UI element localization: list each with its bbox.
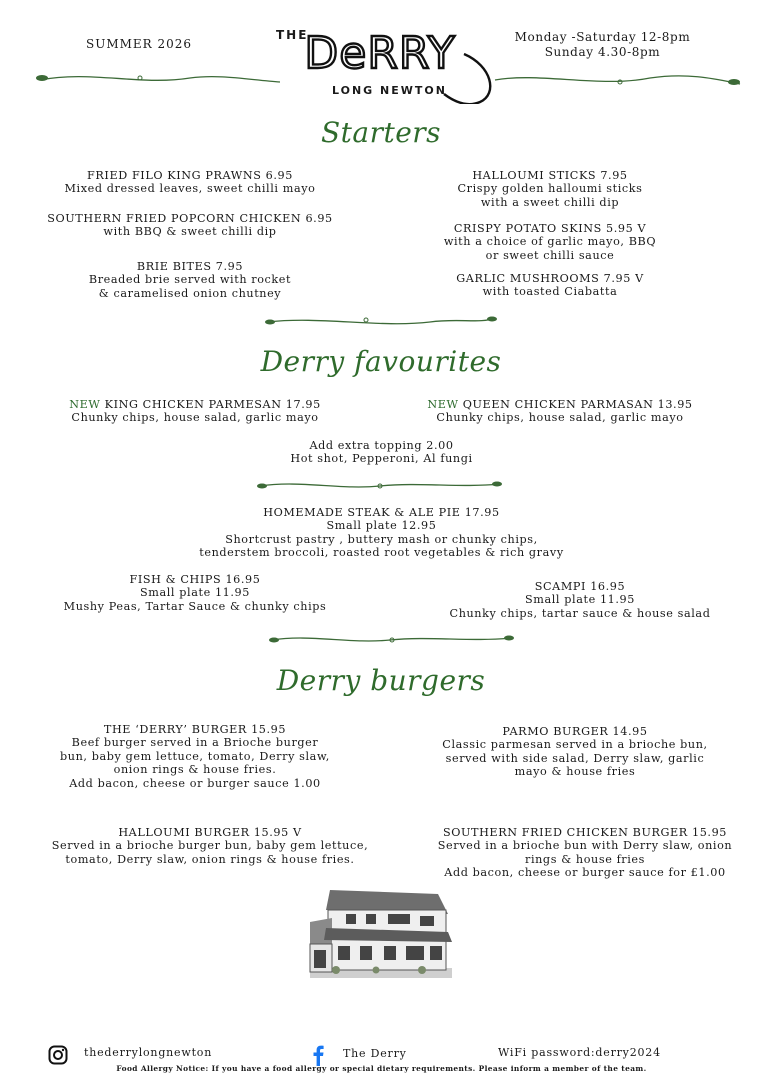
parmo-burger xyxy=(410,725,740,779)
dish-desc: tenderstem broccoli, roasted root vegetables & rich gravy xyxy=(199,546,564,560)
extra-topping xyxy=(230,439,533,466)
season-label: SUMMER 2026 xyxy=(86,37,193,51)
dish-desc: tomato, Derry slaw, onion rings & house fries. xyxy=(65,852,355,866)
header-vine-divider xyxy=(0,62,763,102)
dish-desc: Breaded brie served with rocket xyxy=(88,273,292,287)
dish-desc: Mixed dressed leaves, sweet chilli mayo xyxy=(64,182,316,196)
dish-name: FRIED FILO KING PRAWNS 6.95 xyxy=(87,169,293,182)
dish-small-plate: Small plate 12.95 xyxy=(326,519,437,533)
dish-desc: bun, baby gem lettuce, tomato, Derry slaw, xyxy=(60,749,330,763)
dish-title: QUEEN CHICKEN PARMASAN 13.95 xyxy=(458,398,693,411)
wifi-password: WiFi password:derry2024 xyxy=(498,1046,661,1059)
dish-desc: Classic parmesan served in a brioche bun, xyxy=(442,738,708,752)
dish-name: SOUTHERN FRIED CHICKEN BURGER 15.95 xyxy=(442,826,728,839)
dish-desc: rings & house fries xyxy=(525,852,645,866)
topping-price: Add extra topping 2.00 xyxy=(309,439,454,452)
dish-desc: Served in a brioche bun with Derry slaw, onion xyxy=(437,839,733,853)
dish-desc: Crispy golden halloumi sticks xyxy=(457,182,643,196)
dish-name: GARLIC MUSHROOMS 7.95 V xyxy=(456,272,644,285)
king-chicken-parmesan xyxy=(30,398,360,425)
dish-name: HOMEMADE STEAK & ALE PIE 17.95 xyxy=(263,506,500,519)
logo-place: LONG NEWTON xyxy=(332,84,447,97)
pub-building-illustration xyxy=(306,884,456,984)
logo-wordmark: DeRRY xyxy=(304,28,456,79)
steak-ale-pie xyxy=(150,506,613,560)
dish-title: KING CHICKEN PARMESAN 17.95 xyxy=(100,398,321,411)
favourites-vine-divider xyxy=(0,478,763,498)
dish-desc: Shortcrust pastry , buttery mash or chunky chips, xyxy=(225,532,538,546)
starter-right-2 xyxy=(400,222,700,262)
dish-desc: with BBQ & sweet chilli dip xyxy=(103,225,277,239)
dish-name xyxy=(30,398,360,411)
dish-name: SCAMPI 16.95 xyxy=(534,580,626,593)
dish-name xyxy=(395,398,725,411)
favourites-heading: Derry favourites xyxy=(260,345,502,378)
dish-name: HALLOUMI STICKS 7.95 xyxy=(472,169,628,182)
dish-desc: onion rings & house fries. xyxy=(113,763,277,777)
hours-weekday: Monday -Saturday 12-8pm xyxy=(514,30,691,44)
scampi xyxy=(420,580,740,620)
starter-right-1 xyxy=(400,169,700,209)
topping-options: Hot shot, Pepperoni, Al fungi xyxy=(290,452,473,466)
dish-desc: Served in a brioche burger bun, baby gem lettuce, xyxy=(51,839,369,853)
hours-sunday: Sunday 4.30-8pm xyxy=(544,45,661,59)
dish-desc: mayo & house fries xyxy=(514,765,636,779)
dish-name: CRISPY POTATO SKINS 5.95 V xyxy=(453,222,647,235)
logo-the: THE xyxy=(276,28,309,42)
starters-heading: Starters xyxy=(320,116,442,149)
dish-small-plate: Small plate 11.95 xyxy=(525,593,635,607)
dish-name: SOUTHERN FRIED POPCORN CHICKEN 6.95 xyxy=(47,212,333,225)
dish-extra: Add bacon, cheese or burger sauce 1.00 xyxy=(69,776,321,790)
starters-vine-divider xyxy=(0,312,763,336)
facebook-icon[interactable] xyxy=(312,1044,324,1066)
dish-name: FISH & CHIPS 16.95 xyxy=(129,573,261,586)
starter-left-1 xyxy=(30,169,350,196)
dish-desc: & caramelised onion chutney xyxy=(98,286,282,300)
new-badge: NEW xyxy=(427,398,459,411)
queen-chicken-parmasan xyxy=(395,398,725,425)
dish-name: HALLOUMI BURGER 15.95 V xyxy=(118,826,302,839)
instagram-handle[interactable]: thederrylongnewton xyxy=(84,1046,213,1059)
dish-name: PARMO BURGER 14.95 xyxy=(502,725,648,738)
burgers-heading: Derry burgers xyxy=(276,664,486,697)
dish-desc: served with side salad, Derry slaw, garlic xyxy=(445,751,705,765)
facebook-page[interactable]: The Derry xyxy=(343,1047,407,1060)
dish-desc: with toasted Ciabatta xyxy=(482,285,618,299)
allergy-notice: Food Allergy Notice: If you have a food allergy or special dietary requirements. Please inform a member of the team. xyxy=(116,1064,647,1073)
halloumi-burger xyxy=(30,826,390,866)
dish-desc: with a choice of garlic mayo, BBQ xyxy=(443,235,657,249)
dish-desc: Chunky chips, house salad, garlic mayo xyxy=(436,411,684,425)
fish-and-chips xyxy=(30,573,360,613)
dish-extra: Add bacon, cheese or burger sauce for £1.00 xyxy=(444,866,726,880)
dish-desc: or sweet chilli sauce xyxy=(485,248,615,262)
derry-burger xyxy=(30,723,360,790)
starter-right-3 xyxy=(400,272,700,299)
starter-left-3 xyxy=(30,260,350,300)
dish-small-plate: Small plate 11.95 xyxy=(140,586,250,600)
dish-desc: Beef burger served in a Brioche burger xyxy=(71,736,319,750)
dish-desc: with a sweet chilli dip xyxy=(480,195,620,209)
new-badge: NEW xyxy=(69,398,101,411)
dish-desc: Chunky chips, tartar sauce & house salad xyxy=(449,606,711,620)
dish-desc: Mushy Peas, Tartar Sauce & chunky chips xyxy=(63,599,327,613)
southern-fried-chicken-burger xyxy=(420,826,750,880)
dish-name: BRIE BITES 7.95 xyxy=(136,260,244,273)
starter-left-2 xyxy=(30,212,350,239)
opening-hours xyxy=(500,30,705,60)
instagram-icon[interactable] xyxy=(48,1045,68,1065)
dish-name: THE ‘DERRY’ BURGER 15.95 xyxy=(103,723,287,736)
burgers-vine-divider xyxy=(0,632,763,652)
dish-desc: Chunky chips, house salad, garlic mayo xyxy=(71,411,319,425)
